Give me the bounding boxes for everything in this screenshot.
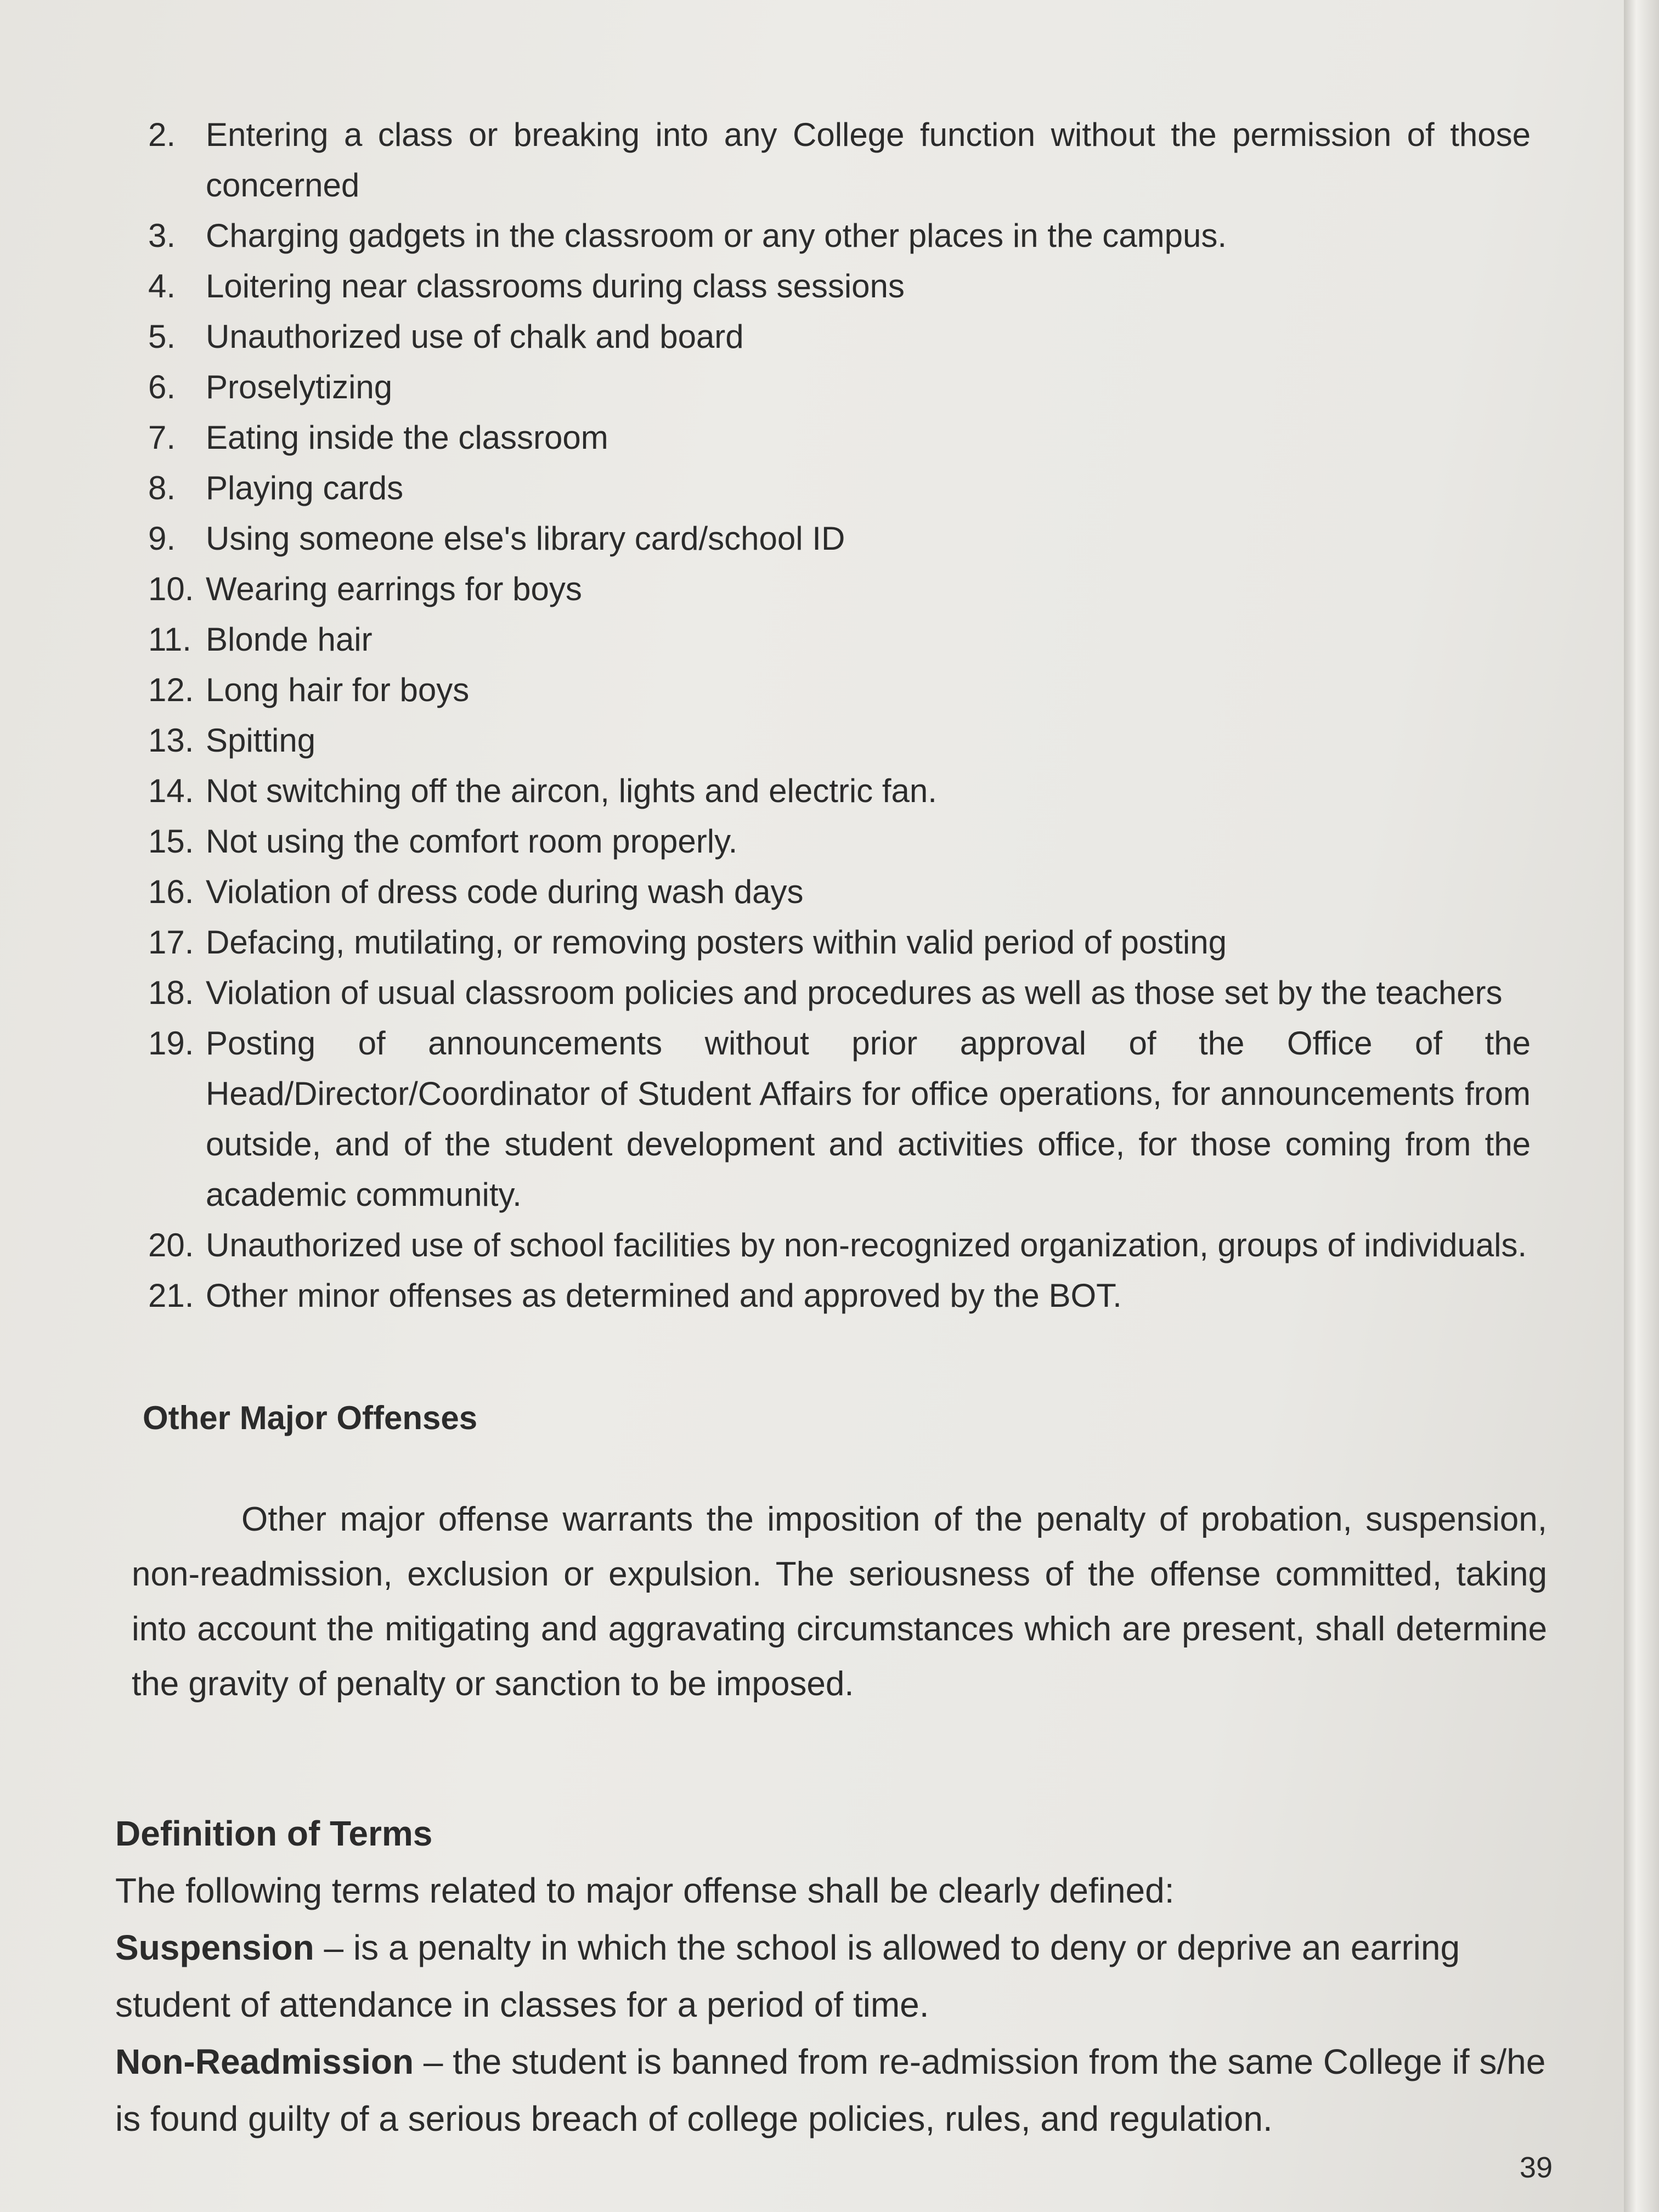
list-item-number: 14. [148,772,194,809]
definition-text: – the student is banned from re-admission from the same College if s/he is found guilty of a serious breach of college policies, rules, and regulation. [115,2042,1546,2138]
list-item-text: Violation of dress code during wash days [206,873,804,910]
list-item [148,211,1531,261]
definition-non-readmission [115,2033,1564,2147]
list-item-text: Playing cards [206,470,404,506]
list-item-number: 20. [148,1227,194,1263]
list-item-number: 16. [148,873,194,910]
list-item-text: Entering a class or breaking into any College function without the permission of those concerned [206,116,1531,204]
minor-offenses-list [148,110,1531,1321]
definitions-section [115,1805,1564,2147]
list-item [148,261,1531,312]
definition-term: Non-Readmission [115,2042,414,2081]
list-item-text: Spitting [206,722,316,759]
definition-term: Suspension [115,1928,314,1967]
definition-suspension [115,1919,1564,2033]
list-item-number: 11. [148,621,191,658]
list-item-number: 19. [148,1025,194,1062]
list-item-text: Defacing, mutilating, or removing posters within valid period of posting [206,924,1227,961]
list-item-text: Other minor offenses as determined and approved by the BOT. [206,1277,1122,1314]
list-item-text: Unauthorized use of school facilities by non-recognized organization, groups of individuals. [206,1227,1527,1263]
list-item [148,665,1531,715]
list-item-text: Not switching off the aircon, lights and electric fan. [206,772,937,809]
list-item-text: Charging gadgets in the classroom or any other places in the campus. [206,217,1227,254]
list-item-text: Wearing earrings for boys [206,571,582,607]
list-item [148,362,1531,413]
list-item [148,766,1531,816]
list-item [148,1220,1531,1271]
list-item-text: Loitering near classrooms during class sessions [206,268,905,304]
list-item [148,614,1531,665]
major-offenses-heading: Other Major Offenses [143,1400,478,1436]
list-item [148,917,1531,968]
list-item-number: 7. [148,419,176,456]
list-item-text: Blonde hair [206,621,373,658]
major-offenses-paragraph: Other major offense warrants the imposition of the penalty of probation, suspension, non-readmission, exclusion or expulsion. The seriousness of the offense committed, taking into account the mitigating and aggravating circumstances which are present, shall determine the gravity of penalty or sanction to be imposed. [132,1500,1547,1703]
list-item [148,816,1531,867]
list-item [148,1271,1531,1321]
list-item-text: Using someone else's library card/school ID [206,520,845,557]
list-item-text: Proselytizing [206,369,393,405]
page-edge [1624,0,1659,2212]
list-item [148,867,1531,917]
list-item-text: Not using the comfort room properly. [206,823,738,860]
list-item [148,715,1531,766]
list-item [148,564,1531,614]
definition-text: – is a penalty in which the school is allowed to deny or deprive an earring student of attendance in classes for a period of time. [115,1928,1460,2024]
page-number: 39 [1519,2151,1553,2184]
list-item-number: 2. [148,116,176,153]
definitions-intro: The following terms related to major offense shall be clearly defined: [115,1871,1175,1910]
list-item-text: Long hair for boys [206,672,470,708]
list-item-number: 3. [148,217,176,254]
list-item-text: Violation of usual classroom policies and procedures as well as those set by the teachers [206,974,1503,1011]
list-item [148,110,1531,211]
list-item-text: Posting of announcements without prior approval of the Office of the Head/Director/Coordinator of Student Affairs for office operations, for announcements from outside, and of the student development and activities office, for those coming from the academic community. [206,1025,1531,1213]
list-item-number: 8. [148,470,176,506]
list-item [148,1018,1531,1220]
list-item-number: 12. [148,672,194,708]
list-item-number: 18. [148,974,194,1011]
list-item-text: Unauthorized use of chalk and board [206,318,744,355]
list-item-number: 6. [148,369,176,405]
list-item-number: 10. [148,571,194,607]
definitions-heading: Definition of Terms [115,1814,433,1853]
list-item [148,312,1531,362]
list-item [148,463,1531,514]
list-item [148,514,1531,564]
list-item-number: 13. [148,722,194,759]
list-item [148,968,1531,1018]
list-item [148,413,1531,463]
list-item-number: 5. [148,318,176,355]
list-item-text: Eating inside the classroom [206,419,608,456]
list-item-number: 9. [148,520,176,557]
list-item-number: 17. [148,924,194,961]
list-item-number: 4. [148,268,176,304]
list-item-number: 21. [148,1277,194,1314]
list-item-number: 15. [148,823,194,860]
